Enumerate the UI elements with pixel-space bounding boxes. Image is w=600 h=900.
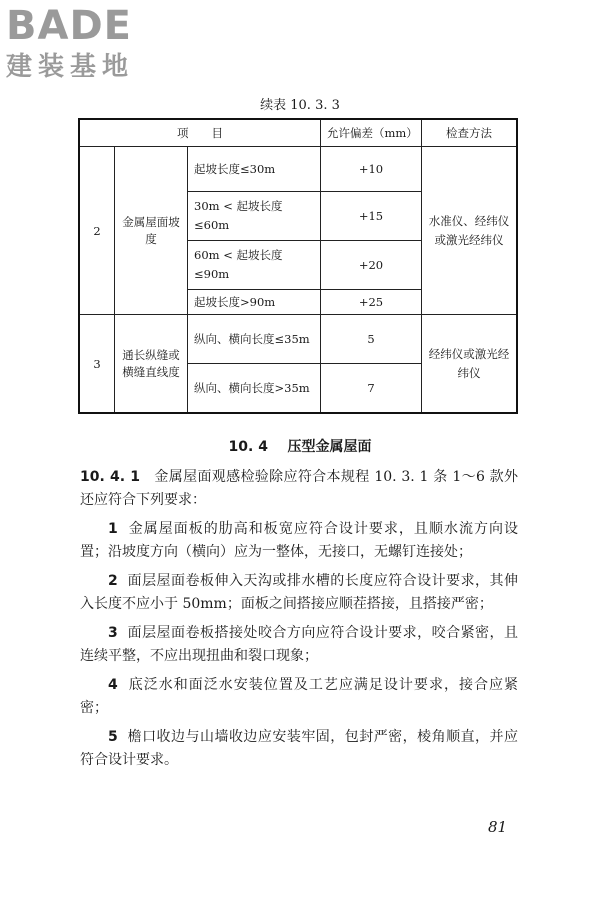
- list-item: [80, 622, 518, 668]
- item-text: 面层屋面卷板搭接处咬合方向应符合设计要求，咬合紧密，且连续平整，不应出现扭曲和裂口现象；: [80, 625, 518, 664]
- clause-intro-text: 金属屋面观感检验除应符合本规程 10. 3. 1 条 1～6 款外还应符合下列要求：: [80, 469, 518, 508]
- logo-wordmark: BADE: [6, 3, 132, 49]
- header-tolerance: 允许偏差（mm）: [321, 119, 422, 147]
- tolerance-table: [78, 118, 518, 414]
- item-text: 底泛水和面泛水安装位置及工艺应满足设计要求，接合应紧密；: [80, 677, 519, 716]
- item-name: 金属屋面坡度: [115, 147, 188, 315]
- item-number: 2: [108, 573, 118, 589]
- header-item: 项 目: [79, 119, 321, 147]
- table-header-row: [79, 119, 517, 147]
- sub-item: 起坡长度>90m: [188, 290, 321, 315]
- list-item: [80, 518, 518, 564]
- table-row: [79, 315, 517, 364]
- tolerance-value: 7: [321, 364, 422, 414]
- row-number: 2: [79, 147, 115, 315]
- check-method: 经纬仪或激光经纬仪: [422, 315, 518, 414]
- sub-item: 60m < 起坡长度≤90m: [188, 241, 321, 290]
- list-item: [80, 570, 518, 616]
- row-number: 3: [79, 315, 115, 414]
- list-item: [80, 726, 518, 772]
- item-number: 3: [108, 625, 118, 641]
- sub-item: 30m < 起坡长度≤60m: [188, 192, 321, 241]
- item-name: 通长纵缝或横缝直线度: [115, 315, 188, 414]
- tolerance-value: 5: [321, 315, 422, 364]
- section-number: 10. 4: [228, 439, 268, 455]
- item-number: 1: [108, 521, 118, 537]
- item-text: 面层屋面卷板伸入天沟或排水槽的长度应符合设计要求，其伸入长度不应小于 50mm；面板之间搭接应顺茬搭接，且搭接严密；: [80, 573, 518, 612]
- tolerance-value: +25: [321, 290, 422, 315]
- table-row: [79, 147, 517, 192]
- table-caption: 续表 10. 3. 3: [260, 98, 340, 113]
- sub-item: 纵向、横向长度>35m: [188, 364, 321, 414]
- clause-number: 10. 4. 1: [80, 469, 141, 485]
- section-heading: [0, 436, 600, 456]
- clause-intro: [80, 466, 518, 512]
- sub-item: 起坡长度≤30m: [188, 147, 321, 192]
- tolerance-value: +15: [321, 192, 422, 241]
- brand-logo: [6, 4, 186, 84]
- tolerance-value: +20: [321, 241, 422, 290]
- header-method: 检查方法: [422, 119, 518, 147]
- sub-item: 纵向、横向长度≤35m: [188, 315, 321, 364]
- logo-subtitle: 建装基地: [6, 52, 135, 82]
- item-number: 5: [108, 729, 118, 745]
- item-text: 檐口收边与山墙收边应安装牢固，包封严密，棱角顺直，并应符合设计要求。: [80, 729, 518, 768]
- item-text: 金属屋面板的肋高和板宽应符合设计要求，且顺水流方向设置；沿坡度方向（横向）应为一整体，无接口，无螺钉连接处；: [80, 521, 519, 560]
- tolerance-value: +10: [321, 147, 422, 192]
- clause-body: [80, 466, 518, 778]
- section-title: 压型金属屋面: [287, 439, 372, 455]
- check-method: 水准仪、经纬仪或激光经纬仪: [422, 147, 518, 315]
- item-number: 4: [108, 677, 118, 693]
- page-number: 81: [488, 818, 508, 836]
- list-item: [80, 674, 518, 720]
